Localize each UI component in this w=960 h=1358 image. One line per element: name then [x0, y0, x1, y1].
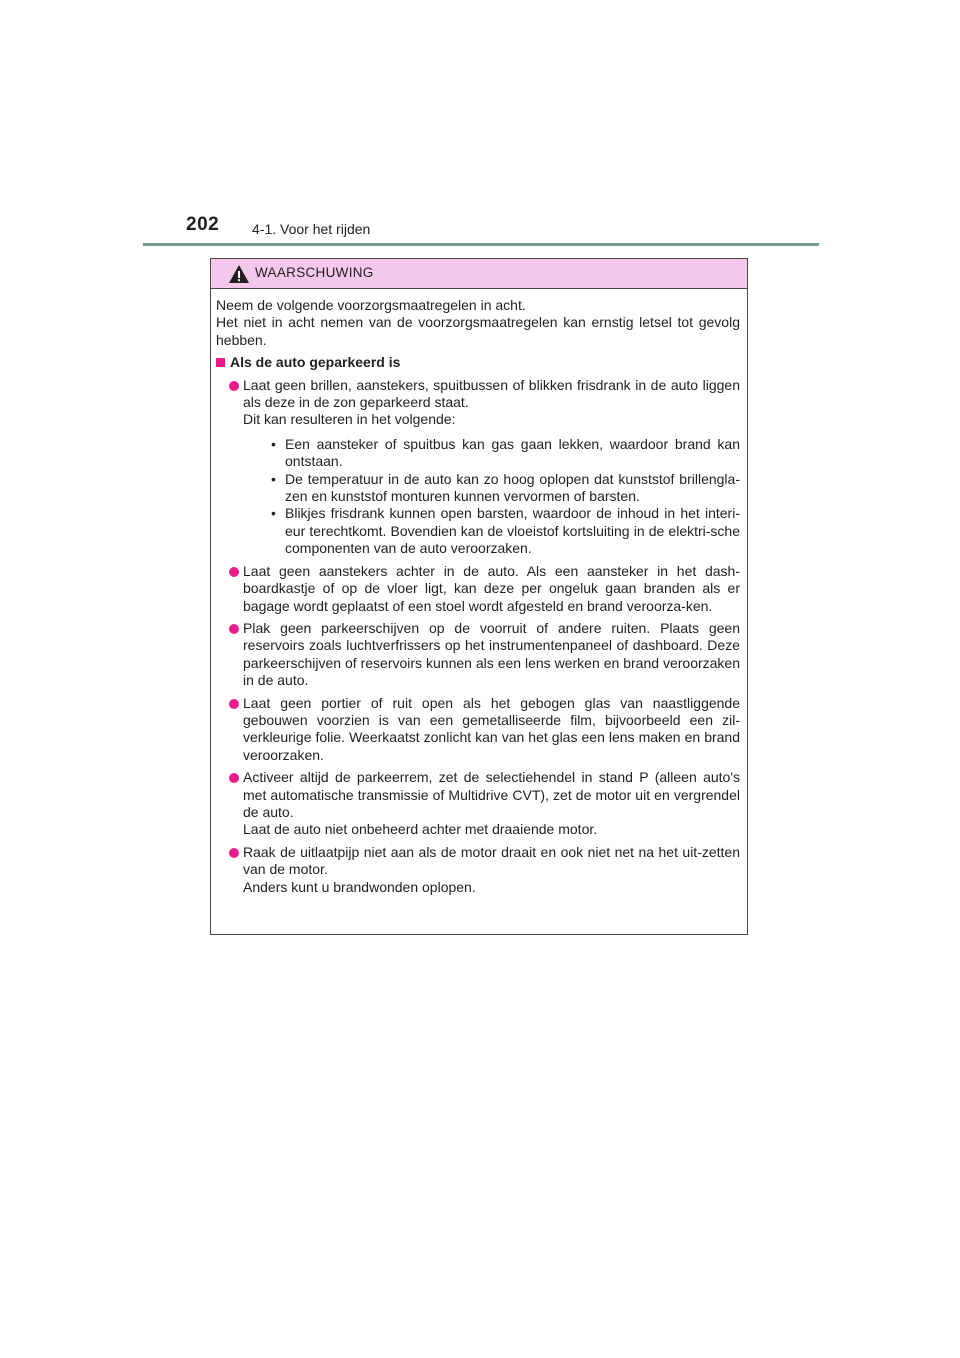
list-item-text: Dit kan resulteren in het volgende: — [243, 411, 456, 428]
dot-marker-icon: • — [271, 505, 276, 522]
circle-bullet-icon — [229, 567, 239, 577]
list-item-text: Laat geen aanstekers achter in de auto. Als een aansteker in het dash-boardkastje of op de vloer ligt, kan deze per ongeluk gaan branden als er bagage wordt geplaatst of een stoel wordt afgesteld en brand veroorza-ken. — [243, 562, 740, 614]
list-item — [216, 769, 740, 839]
sub-list-item-text: Een aansteker of spuitbus kan gas gaan lekken, waardoor brand kan ontstaan. — [285, 435, 740, 470]
list-item — [216, 377, 740, 558]
circle-bullet-icon — [229, 624, 239, 634]
circle-bullet-icon — [229, 699, 239, 709]
warning-header — [211, 259, 747, 289]
intro-line: Neem de volgende voorzorgsmaatregelen in acht. — [216, 297, 526, 313]
intro-line: Het niet in acht nemen van de voorzorgsmaatregelen kan ernstig letsel tot gevolg hebben. — [216, 314, 740, 348]
warning-intro — [216, 297, 740, 349]
sub-list-item-text: Blikjes frisdrank kunnen open barsten, waardoor de inhoud in het interi-eur terechtkomt. Bovendien kan de vloeistof kortsluiting in de elektri-sche componenten van de auto veroorzaken. — [285, 505, 740, 557]
list-item-text: Anders kunt u brandwonden oplopen. — [243, 878, 476, 895]
subheading-text: Als de auto geparkeerd is — [230, 354, 401, 371]
sub-list-item — [243, 436, 740, 471]
sub-list-item — [243, 505, 740, 557]
list-item — [216, 695, 740, 765]
list-item — [216, 620, 740, 690]
list-item-text: Raak de uitlaatpijp niet aan als de motor draait en ook niet net na het uit-zetten van de motor. — [243, 843, 740, 878]
page-number: 202 — [186, 214, 220, 235]
list-item-text: Activeer altijd de parkeerrem, zet de selectiehendel in stand P (alleen auto's met automatische transmissie of Multidrive CVT), zet de motor uit en vergrendel de auto. — [243, 769, 740, 820]
sub-list-item — [243, 471, 740, 506]
warning-box — [210, 258, 748, 935]
list-item — [216, 563, 740, 615]
list-item-text: Laat geen portier of ruit open als het gebogen glas van naastliggende gebouwen voorzien is van een gemetalliseerde film, bijvoorbeeld een zil-verkleurige folie. Weerkaatst zonlicht kan van het glas een lens maken en brand veroorzaken. — [243, 694, 740, 763]
square-marker-icon — [216, 358, 225, 367]
circle-bullet-icon — [229, 848, 239, 858]
header-rule — [143, 243, 819, 246]
dot-marker-icon: • — [271, 435, 276, 452]
list-item — [216, 844, 740, 896]
section-title: 4-1. Voor het rijden — [252, 221, 371, 237]
warning-label: WAARSCHUWING — [255, 265, 374, 280]
sub-list-item-text: De temperatuur in de auto kan zo hoog oplopen dat kunststof brillengla-zen en kunststof monturen kunnen vervormen of barsten. — [285, 470, 740, 505]
subheading — [216, 354, 740, 371]
list-item-text: Plak geen parkeerschijven op de voorruit of andere ruiten. Plaats geen reservoirs zoals luchtverfrissers op het instrumentenpaneel of dashboard. Deze parkeerschijven of reservoirs kunnen als een lens werken en brand veroorzaken in de auto. — [243, 619, 740, 689]
list-item-text: Laat geen brillen, aanstekers, spuitbussen of blikken frisdrank in de auto liggen als deze in de zon geparkeerd staat. — [243, 376, 740, 411]
list-item-text: Laat de auto niet onbeheerd achter met draaiende motor. — [243, 821, 598, 838]
warning-body — [211, 289, 747, 896]
warning-triangle-icon — [228, 264, 250, 284]
dot-marker-icon: • — [271, 470, 276, 487]
circle-bullet-icon — [229, 773, 239, 783]
sub-list — [243, 436, 740, 558]
circle-bullet-icon — [229, 381, 239, 391]
